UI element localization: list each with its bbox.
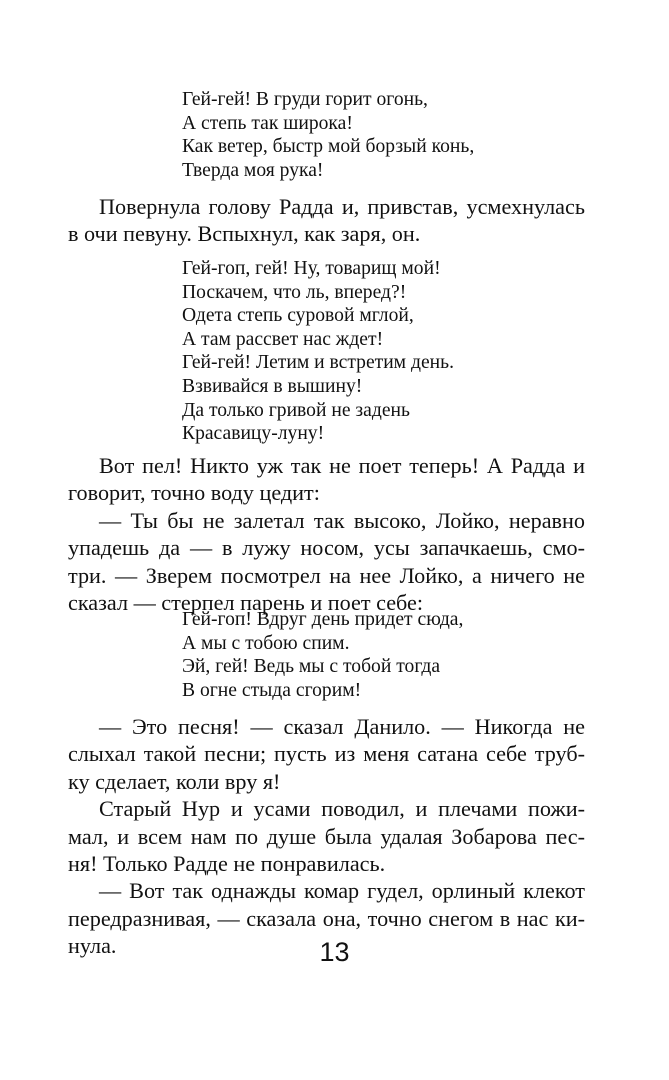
prose-paragraph-2 xyxy=(68,452,585,616)
verse-line: Поскачем, что ль, вперед?! xyxy=(182,281,407,303)
verse-stanza-1 xyxy=(182,88,474,182)
prose-line: упадешь да — в лужу носом, усы запачкаешь, смо- xyxy=(68,535,585,561)
prose-line: передразнивая, — сказала она, точно снегом в нас ки- xyxy=(68,905,585,931)
verse-line: Гей-гоп, гей! Ну, товарищ мой! xyxy=(182,258,441,279)
prose-line: Повернула голову Радда и, привстав, усмехнулась xyxy=(99,194,585,219)
verse-line: Гей-гоп! Вдруг день придет сюда, xyxy=(182,609,464,630)
verse-line: А степь так широка! xyxy=(182,112,353,134)
verse-line: Одета степь суровой мглой, xyxy=(182,305,414,327)
prose-line: — Вот так однажды комар гудел, орлиный клекот xyxy=(99,878,585,904)
verse-stanza-2 xyxy=(182,257,454,446)
verse-line: Да только гривой не задень xyxy=(182,399,410,421)
prose-line: — Ты бы не залетал так высоко, Лойко, неравно xyxy=(99,507,585,533)
verse-line: Гей-гей! В груди горит огонь, xyxy=(182,89,428,110)
prose-line: — Это песня! — сказал Данило. — Никогда не xyxy=(99,714,585,739)
prose-line: Вот пел! Никто уж так не поет теперь! А Радда и xyxy=(99,453,585,478)
verse-line: А мы с тобою спим. xyxy=(182,632,350,654)
prose-line: ку сделает, коли вру я! xyxy=(68,768,281,794)
verse-line: Тверда моя рука! xyxy=(182,159,324,181)
prose-line: в очи певуну. Вспыхнул, как заря, он. xyxy=(68,221,421,247)
verse-line: В огне стыда сгорим! xyxy=(182,679,362,701)
prose-line: мал, и всем нам по душе была удалая Зобарова пес- xyxy=(68,823,585,849)
prose-line: сказал — стерпел парень и поет себе: xyxy=(68,590,424,616)
prose-line: Старый Нур и усами поводил, и плечами пожи- xyxy=(99,796,585,822)
prose-paragraph-1 xyxy=(68,193,585,248)
prose-line: нула. xyxy=(68,933,117,959)
verse-stanza-3 xyxy=(182,608,463,702)
verse-line: А там рассвет нас ждет! xyxy=(182,328,384,350)
verse-line: Как ветер, быстр мой борзый конь, xyxy=(182,136,475,158)
prose-line: три. — Зверем посмотрел на нее Лойко, а ничего не xyxy=(68,562,585,588)
prose-line: слыхал такой песни; пусть из меня сатана себе труб- xyxy=(68,741,585,767)
page-number: 13 xyxy=(319,937,350,967)
verse-line: Эй, гей! Ведь мы с тобой тогда xyxy=(182,656,441,678)
verse-line: Красавицу-луну! xyxy=(182,423,325,445)
prose-line: говорит, точно воду цедит: xyxy=(68,480,320,506)
prose-line: ня! Только Радде не понравилась. xyxy=(68,851,386,877)
verse-line: Взвивайся в вышину! xyxy=(182,375,363,397)
verse-line: Гей-гей! Летим и встретим день. xyxy=(182,352,454,374)
prose-paragraph-3 xyxy=(68,713,585,960)
